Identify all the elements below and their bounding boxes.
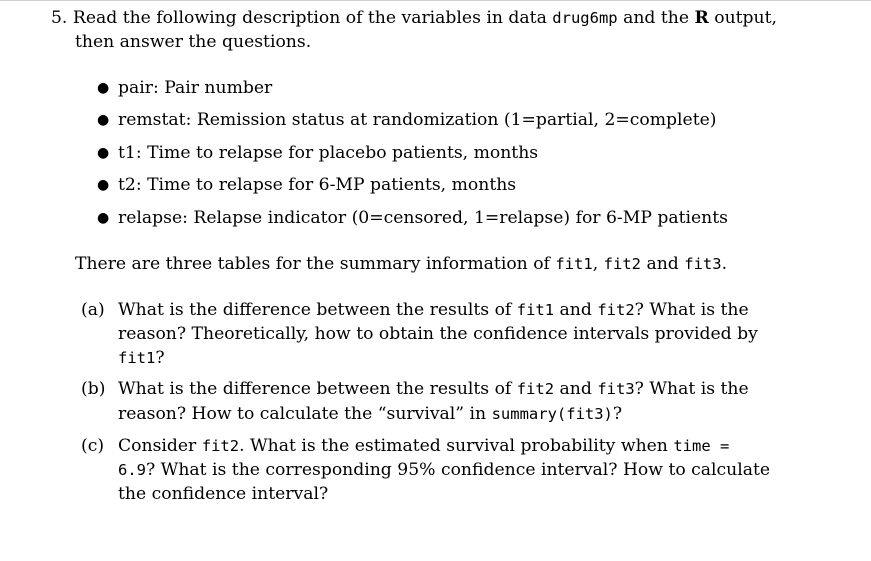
- code-fit1: fit1: [555, 255, 593, 273]
- code-fit3: fit3: [684, 255, 722, 273]
- intro-text-3: output,: [708, 8, 777, 28]
- part-c-label: (c): [81, 436, 105, 456]
- part-a-label: (a): [81, 300, 105, 320]
- intro-text: Read the following description of the variables in data: [72, 8, 553, 28]
- part-b-line-1: [118, 379, 749, 399]
- bullet-icon: ●: [97, 177, 110, 193]
- bullet-icon: ●: [97, 210, 110, 226]
- part-a-qmark: ?: [155, 348, 165, 368]
- code-fit2: fit2: [603, 255, 641, 273]
- code-fit3: fit3: [597, 380, 635, 398]
- part-b-and: and: [554, 379, 598, 399]
- tables-sentence: [75, 254, 727, 274]
- part-c-text-3: ? What is the corresponding 95% confidence interval? How to calculate: [146, 460, 771, 480]
- tables-sep: ,: [592, 254, 604, 274]
- question-intro-line-2: then answer the questions.: [75, 32, 312, 52]
- list-item: t1: Time to relapse for placebo patients, months: [118, 143, 539, 163]
- part-b-label: (b): [81, 379, 106, 399]
- bullet-icon: ●: [97, 145, 110, 161]
- part-a-and: and: [554, 300, 598, 320]
- part-b-qmark: ?: [612, 404, 623, 424]
- list-item: remstat: Remission status at randomization (1=partial, 2=complete): [118, 110, 717, 130]
- part-a-line-3: [118, 348, 165, 368]
- list-item: relapse: Relapse indicator (0=censored, 1=relapse) for 6-MP patients: [118, 208, 728, 228]
- part-b-line-2: [118, 404, 622, 424]
- part-a-line-2: reason? Theoretically, how to obtain the confidence intervals provided by: [118, 324, 758, 344]
- part-b-text: What is the difference between the results of: [118, 379, 517, 399]
- list-item: t2: Time to relapse for 6-MP patients, months: [118, 175, 517, 195]
- code-fit2: fit2: [516, 380, 555, 398]
- part-c-line-1: [118, 436, 729, 456]
- code-summary-fit3: summary(fit3): [491, 405, 613, 423]
- part-a-line-1: [118, 300, 749, 320]
- intro-text-2: and the: [617, 8, 695, 28]
- part-a-text-2: ? What is the: [634, 300, 749, 320]
- tables-text: There are three tables for the summary information of: [75, 254, 556, 274]
- part-c-text: Consider: [118, 436, 202, 456]
- bullet-icon: ●: [97, 112, 110, 128]
- top-divider: [0, 0, 871, 1]
- code-fit1: fit1: [516, 301, 555, 319]
- question-intro-line-1: [51, 8, 777, 28]
- part-b-text-3: reason? How to calculate the “survival” in: [118, 404, 492, 424]
- code-value: 6.9: [118, 461, 146, 479]
- part-b-text-2: ? What is the: [634, 379, 749, 399]
- list-item: pair: Pair number: [118, 78, 273, 98]
- part-c-line-2: [118, 460, 770, 480]
- code-time: time =: [673, 437, 730, 455]
- part-a-text: What is the difference between the results of: [118, 300, 517, 320]
- code-fit2: fit2: [597, 301, 635, 319]
- dataset-code: drug6mp: [552, 9, 618, 27]
- part-c-line-3: the confidence interval?: [118, 484, 329, 504]
- code-fit1: fit1: [118, 349, 156, 367]
- code-fit2: fit2: [201, 437, 240, 455]
- r-bold: R: [694, 8, 709, 28]
- question-number: 5.: [51, 8, 68, 28]
- tables-and: and: [640, 254, 685, 274]
- bullet-icon: ●: [97, 80, 110, 96]
- part-c-text-2: . What is the estimated survival probability when: [239, 436, 674, 456]
- tables-period: .: [721, 254, 728, 274]
